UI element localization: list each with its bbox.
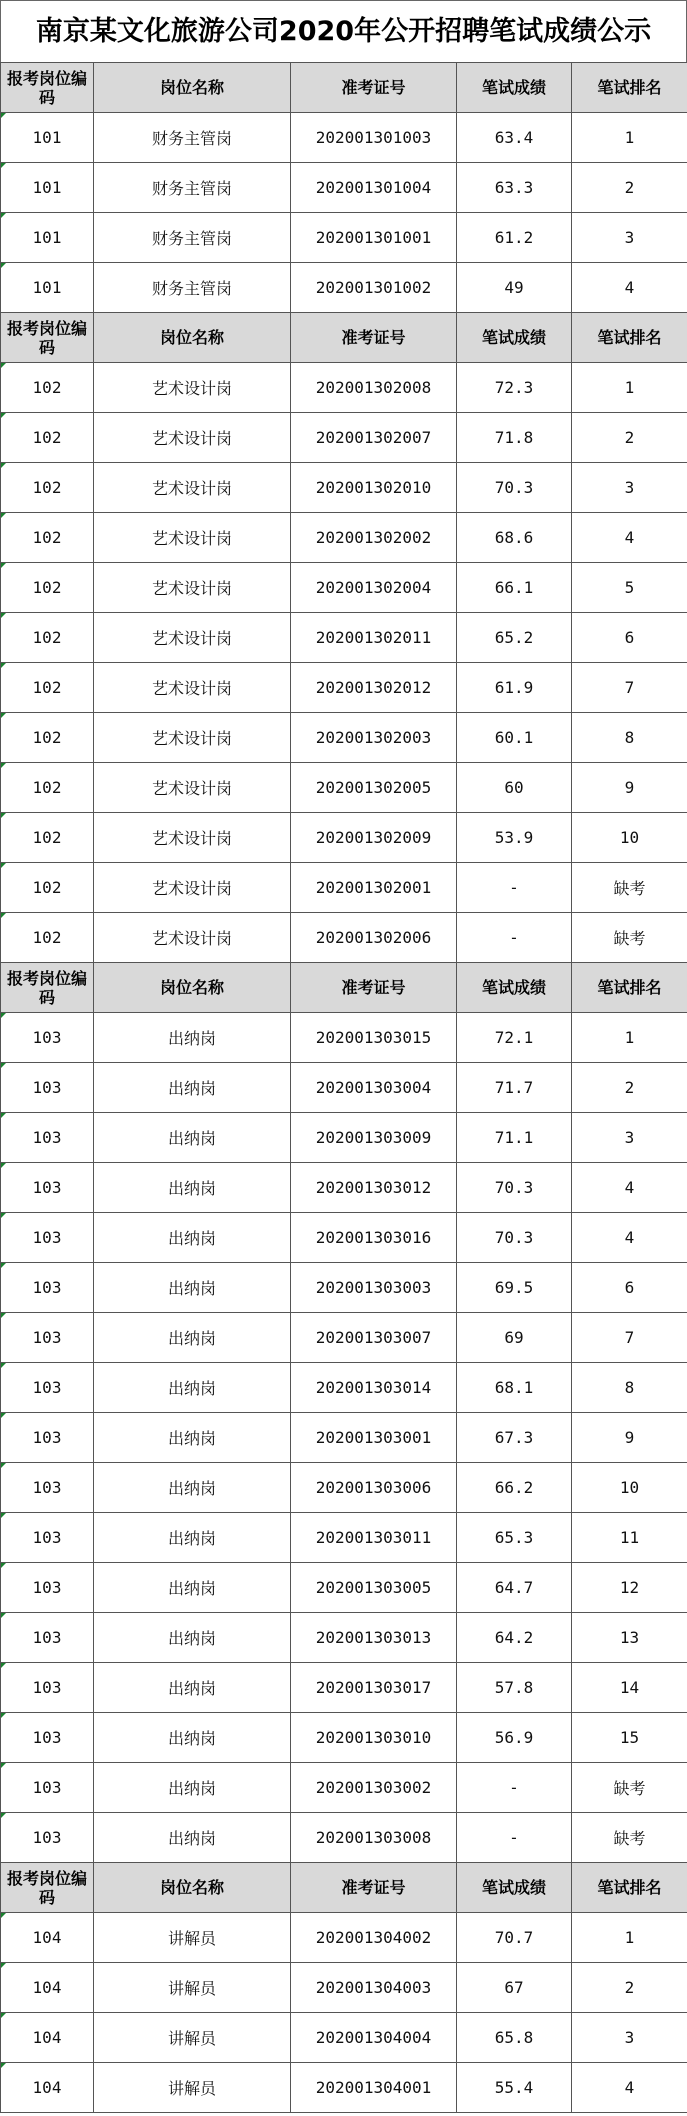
score-cell: 70.7	[457, 1913, 572, 1963]
table-row	[1, 213, 687, 263]
ticket-no-cell: 202001303013	[291, 1613, 457, 1663]
score-cell: 64.7	[457, 1563, 572, 1613]
rank-cell: 13	[572, 1613, 687, 1663]
rank-cell: 4	[572, 513, 687, 563]
post-code-cell: 103	[1, 1313, 94, 1363]
table-row	[1, 1113, 687, 1163]
post-name-cell: 出纳岗	[94, 1413, 291, 1463]
ticket-no-cell: 202001303017	[291, 1663, 457, 1713]
score-cell: 63.4	[457, 113, 572, 163]
rank-cell: 3	[572, 463, 687, 513]
rank-cell: 2	[572, 163, 687, 213]
table-row	[1, 413, 687, 463]
ticket-no-cell: 202001302011	[291, 613, 457, 663]
score-cell: 61.9	[457, 663, 572, 713]
table-row	[1, 1763, 687, 1813]
post-name-cell: 出纳岗	[94, 1663, 291, 1713]
post-name-cell: 艺术设计岗	[94, 463, 291, 513]
post-name-cell: 艺术设计岗	[94, 613, 291, 663]
header-post-code: 报考岗位编码	[1, 313, 94, 363]
ticket-no-cell: 202001304004	[291, 2013, 457, 2063]
post-name-cell: 财务主管岗	[94, 163, 291, 213]
header-post-code: 报考岗位编码	[1, 1863, 94, 1913]
post-name-cell: 出纳岗	[94, 1113, 291, 1163]
score-cell: 49	[457, 263, 572, 313]
ticket-no-cell: 202001303011	[291, 1513, 457, 1563]
rank-cell: 2	[572, 413, 687, 463]
table-row	[1, 1263, 687, 1313]
table-row	[1, 513, 687, 563]
post-name-cell: 出纳岗	[94, 1613, 291, 1663]
post-code-cell: 102	[1, 463, 94, 513]
rank-cell: 7	[572, 663, 687, 713]
post-name-cell: 艺术设计岗	[94, 913, 291, 963]
post-code-cell: 103	[1, 1413, 94, 1463]
table-row	[1, 1663, 687, 1713]
post-code-cell: 103	[1, 1513, 94, 1563]
header-post-name: 岗位名称	[94, 963, 291, 1013]
post-code-cell: 102	[1, 563, 94, 613]
rank-cell: 9	[572, 763, 687, 813]
post-code-cell: 103	[1, 1813, 94, 1863]
header-post-name: 岗位名称	[94, 313, 291, 363]
rank-cell: 3	[572, 2013, 687, 2063]
post-name-cell: 出纳岗	[94, 1213, 291, 1263]
ticket-no-cell: 202001302004	[291, 563, 457, 613]
ticket-no-cell: 202001304002	[291, 1913, 457, 1963]
rank-cell: 缺考	[572, 1813, 687, 1863]
ticket-no-cell: 202001302012	[291, 663, 457, 713]
post-code-cell: 101	[1, 263, 94, 313]
rank-cell: 缺考	[572, 1763, 687, 1813]
score-cell: 65.2	[457, 613, 572, 663]
header-ticket-no: 准考证号	[291, 963, 457, 1013]
ticket-no-cell: 202001303012	[291, 1163, 457, 1213]
ticket-no-cell: 202001302001	[291, 863, 457, 913]
header-score: 笔试成绩	[457, 963, 572, 1013]
score-cell: 55.4	[457, 2063, 572, 2113]
ticket-no-cell: 202001303004	[291, 1063, 457, 1113]
post-code-cell: 102	[1, 413, 94, 463]
ticket-no-cell: 202001301004	[291, 163, 457, 213]
ticket-no-cell: 202001302010	[291, 463, 457, 513]
rank-cell: 7	[572, 1313, 687, 1363]
score-cell: 57.8	[457, 1663, 572, 1713]
header-ticket-no: 准考证号	[291, 63, 457, 113]
rank-cell: 14	[572, 1663, 687, 1713]
post-name-cell: 出纳岗	[94, 1163, 291, 1213]
post-name-cell: 艺术设计岗	[94, 663, 291, 713]
rank-cell: 9	[572, 1413, 687, 1463]
rank-cell: 11	[572, 1513, 687, 1563]
post-code-cell: 103	[1, 1163, 94, 1213]
score-cell: 65.3	[457, 1513, 572, 1563]
post-name-cell: 艺术设计岗	[94, 713, 291, 763]
table-row	[1, 1163, 687, 1213]
ticket-no-cell: 202001303003	[291, 1263, 457, 1313]
post-name-cell: 出纳岗	[94, 1363, 291, 1413]
post-code-cell: 104	[1, 1913, 94, 1963]
post-name-cell: 艺术设计岗	[94, 513, 291, 563]
rank-cell: 4	[572, 1163, 687, 1213]
ticket-no-cell: 202001303002	[291, 1763, 457, 1813]
table-row	[1, 663, 687, 713]
score-cell: 65.8	[457, 2013, 572, 2063]
ticket-no-cell: 202001302009	[291, 813, 457, 863]
table-row	[1, 763, 687, 813]
score-cell: 60	[457, 763, 572, 813]
header-post-name: 岗位名称	[94, 63, 291, 113]
score-cell: -	[457, 1763, 572, 1813]
rank-cell: 12	[572, 1563, 687, 1613]
score-cell: 71.7	[457, 1063, 572, 1113]
post-code-cell: 103	[1, 1563, 94, 1613]
rank-cell: 3	[572, 1113, 687, 1163]
ticket-no-cell: 202001301001	[291, 213, 457, 263]
table-header-row	[1, 313, 687, 363]
post-name-cell: 艺术设计岗	[94, 413, 291, 463]
score-cell: 70.3	[457, 1163, 572, 1213]
header-score: 笔试成绩	[457, 1863, 572, 1913]
rank-cell: 4	[572, 263, 687, 313]
post-code-cell: 102	[1, 813, 94, 863]
post-name-cell: 艺术设计岗	[94, 863, 291, 913]
post-name-cell: 艺术设计岗	[94, 763, 291, 813]
post-code-cell: 103	[1, 1713, 94, 1763]
table-row	[1, 1713, 687, 1763]
table-header-row	[1, 63, 687, 113]
score-cell: 67.3	[457, 1413, 572, 1463]
post-name-cell: 讲解员	[94, 1913, 291, 1963]
post-code-cell: 103	[1, 1063, 94, 1113]
post-name-cell: 出纳岗	[94, 1263, 291, 1313]
post-name-cell: 出纳岗	[94, 1713, 291, 1763]
header-rank: 笔试排名	[572, 1863, 687, 1913]
table-row	[1, 1463, 687, 1513]
score-cell: 69.5	[457, 1263, 572, 1313]
table-row	[1, 113, 687, 163]
post-code-cell: 103	[1, 1113, 94, 1163]
score-cell: 68.6	[457, 513, 572, 563]
page-title: 南京某文化旅游公司2020年公开招聘笔试成绩公示	[0, 0, 687, 62]
post-code-cell: 103	[1, 1613, 94, 1663]
post-code-cell: 103	[1, 1263, 94, 1313]
ticket-no-cell: 202001302008	[291, 363, 457, 413]
post-name-cell: 出纳岗	[94, 1763, 291, 1813]
ticket-no-cell: 202001302003	[291, 713, 457, 763]
header-ticket-no: 准考证号	[291, 1863, 457, 1913]
ticket-no-cell: 202001304003	[291, 1963, 457, 2013]
score-cell: 61.2	[457, 213, 572, 263]
score-cell: 67	[457, 1963, 572, 2013]
post-code-cell: 102	[1, 363, 94, 413]
score-cell: 71.8	[457, 413, 572, 463]
post-code-cell: 103	[1, 1363, 94, 1413]
ticket-no-cell: 202001303009	[291, 1113, 457, 1163]
post-code-cell: 102	[1, 713, 94, 763]
post-name-cell: 讲解员	[94, 2013, 291, 2063]
post-code-cell: 104	[1, 1963, 94, 2013]
table-row	[1, 263, 687, 313]
table-row	[1, 913, 687, 963]
ticket-no-cell: 202001301002	[291, 263, 457, 313]
table-row	[1, 2063, 687, 2113]
post-name-cell: 讲解员	[94, 2063, 291, 2113]
post-code-cell: 102	[1, 513, 94, 563]
post-code-cell: 103	[1, 1213, 94, 1263]
score-cell: 60.1	[457, 713, 572, 763]
rank-cell: 1	[572, 1913, 687, 1963]
rank-cell: 1	[572, 1013, 687, 1063]
table-row	[1, 1313, 687, 1363]
score-table-body	[1, 63, 687, 2113]
post-code-cell: 101	[1, 163, 94, 213]
ticket-no-cell: 202001303014	[291, 1363, 457, 1413]
table-row	[1, 1813, 687, 1863]
rank-cell: 1	[572, 363, 687, 413]
ticket-no-cell: 202001301003	[291, 113, 457, 163]
header-rank: 笔试排名	[572, 313, 687, 363]
table-row	[1, 163, 687, 213]
table-row	[1, 563, 687, 613]
table-row	[1, 863, 687, 913]
header-ticket-no: 准考证号	[291, 313, 457, 363]
rank-cell: 缺考	[572, 863, 687, 913]
ticket-no-cell: 202001303016	[291, 1213, 457, 1263]
rank-cell: 4	[572, 2063, 687, 2113]
score-cell: 72.1	[457, 1013, 572, 1063]
score-cell: 56.9	[457, 1713, 572, 1763]
post-name-cell: 出纳岗	[94, 1813, 291, 1863]
table-header-row	[1, 963, 687, 1013]
score-cell: -	[457, 863, 572, 913]
ticket-no-cell: 202001303010	[291, 1713, 457, 1763]
post-code-cell: 102	[1, 613, 94, 663]
post-code-cell: 104	[1, 2063, 94, 2113]
post-code-cell: 103	[1, 1663, 94, 1713]
table-row	[1, 713, 687, 763]
table-row	[1, 1363, 687, 1413]
table-row	[1, 1563, 687, 1613]
post-code-cell: 103	[1, 1463, 94, 1513]
post-name-cell: 出纳岗	[94, 1513, 291, 1563]
header-rank: 笔试排名	[572, 963, 687, 1013]
post-name-cell: 艺术设计岗	[94, 813, 291, 863]
rank-cell: 5	[572, 563, 687, 613]
post-name-cell: 财务主管岗	[94, 213, 291, 263]
table-row	[1, 1013, 687, 1063]
ticket-no-cell: 202001304001	[291, 2063, 457, 2113]
score-cell: 66.2	[457, 1463, 572, 1513]
score-cell: 66.1	[457, 563, 572, 613]
score-cell: 69	[457, 1313, 572, 1363]
ticket-no-cell: 202001303015	[291, 1013, 457, 1063]
ticket-no-cell: 202001303007	[291, 1313, 457, 1363]
table-row	[1, 1413, 687, 1463]
rank-cell: 10	[572, 1463, 687, 1513]
rank-cell: 8	[572, 1363, 687, 1413]
rank-cell: 10	[572, 813, 687, 863]
ticket-no-cell: 202001303005	[291, 1563, 457, 1613]
table-row	[1, 1963, 687, 2013]
post-code-cell: 102	[1, 663, 94, 713]
score-cell: -	[457, 1813, 572, 1863]
ticket-no-cell: 202001302005	[291, 763, 457, 813]
table-row	[1, 2013, 687, 2063]
header-score: 笔试成绩	[457, 63, 572, 113]
ticket-no-cell: 202001303006	[291, 1463, 457, 1513]
ticket-no-cell: 202001303008	[291, 1813, 457, 1863]
score-cell: 63.3	[457, 163, 572, 213]
rank-cell: 2	[572, 1963, 687, 2013]
rank-cell: 15	[572, 1713, 687, 1763]
post-name-cell: 艺术设计岗	[94, 563, 291, 613]
table-row	[1, 1913, 687, 1963]
table-row	[1, 1213, 687, 1263]
post-code-cell: 102	[1, 913, 94, 963]
post-name-cell: 出纳岗	[94, 1063, 291, 1113]
rank-cell: 4	[572, 1213, 687, 1263]
table-row	[1, 363, 687, 413]
header-post-name: 岗位名称	[94, 1863, 291, 1913]
table-row	[1, 463, 687, 513]
score-cell: 71.1	[457, 1113, 572, 1163]
table-row	[1, 1063, 687, 1113]
post-code-cell: 101	[1, 213, 94, 263]
post-name-cell: 财务主管岗	[94, 263, 291, 313]
rank-cell: 3	[572, 213, 687, 263]
score-cell: 64.2	[457, 1613, 572, 1663]
rank-cell: 2	[572, 1063, 687, 1113]
post-name-cell: 出纳岗	[94, 1013, 291, 1063]
post-name-cell: 艺术设计岗	[94, 363, 291, 413]
header-score: 笔试成绩	[457, 313, 572, 363]
rank-cell: 缺考	[572, 913, 687, 963]
ticket-no-cell: 202001302002	[291, 513, 457, 563]
post-code-cell: 101	[1, 113, 94, 163]
rank-cell: 6	[572, 1263, 687, 1313]
post-code-cell: 103	[1, 1013, 94, 1063]
score-cell: 70.3	[457, 1213, 572, 1263]
table-row	[1, 1613, 687, 1663]
ticket-no-cell: 202001302006	[291, 913, 457, 963]
post-name-cell: 出纳岗	[94, 1463, 291, 1513]
table-row	[1, 813, 687, 863]
header-post-code: 报考岗位编码	[1, 63, 94, 113]
post-code-cell: 104	[1, 2013, 94, 2063]
header-rank: 笔试排名	[572, 63, 687, 113]
score-cell: -	[457, 913, 572, 963]
rank-cell: 6	[572, 613, 687, 663]
post-name-cell: 讲解员	[94, 1963, 291, 2013]
post-name-cell: 出纳岗	[94, 1563, 291, 1613]
post-code-cell: 102	[1, 863, 94, 913]
ticket-no-cell: 202001303001	[291, 1413, 457, 1463]
table-header-row	[1, 1863, 687, 1913]
post-name-cell: 财务主管岗	[94, 113, 291, 163]
table-row	[1, 613, 687, 663]
ticket-no-cell: 202001302007	[291, 413, 457, 463]
rank-cell: 8	[572, 713, 687, 763]
rank-cell: 1	[572, 113, 687, 163]
score-cell: 72.3	[457, 363, 572, 413]
score-cell: 68.1	[457, 1363, 572, 1413]
post-code-cell: 102	[1, 763, 94, 813]
score-cell: 53.9	[457, 813, 572, 863]
post-code-cell: 103	[1, 1763, 94, 1813]
score-table	[0, 62, 687, 2113]
header-post-code: 报考岗位编码	[1, 963, 94, 1013]
table-row	[1, 1513, 687, 1563]
score-cell: 70.3	[457, 463, 572, 513]
post-name-cell: 出纳岗	[94, 1313, 291, 1363]
